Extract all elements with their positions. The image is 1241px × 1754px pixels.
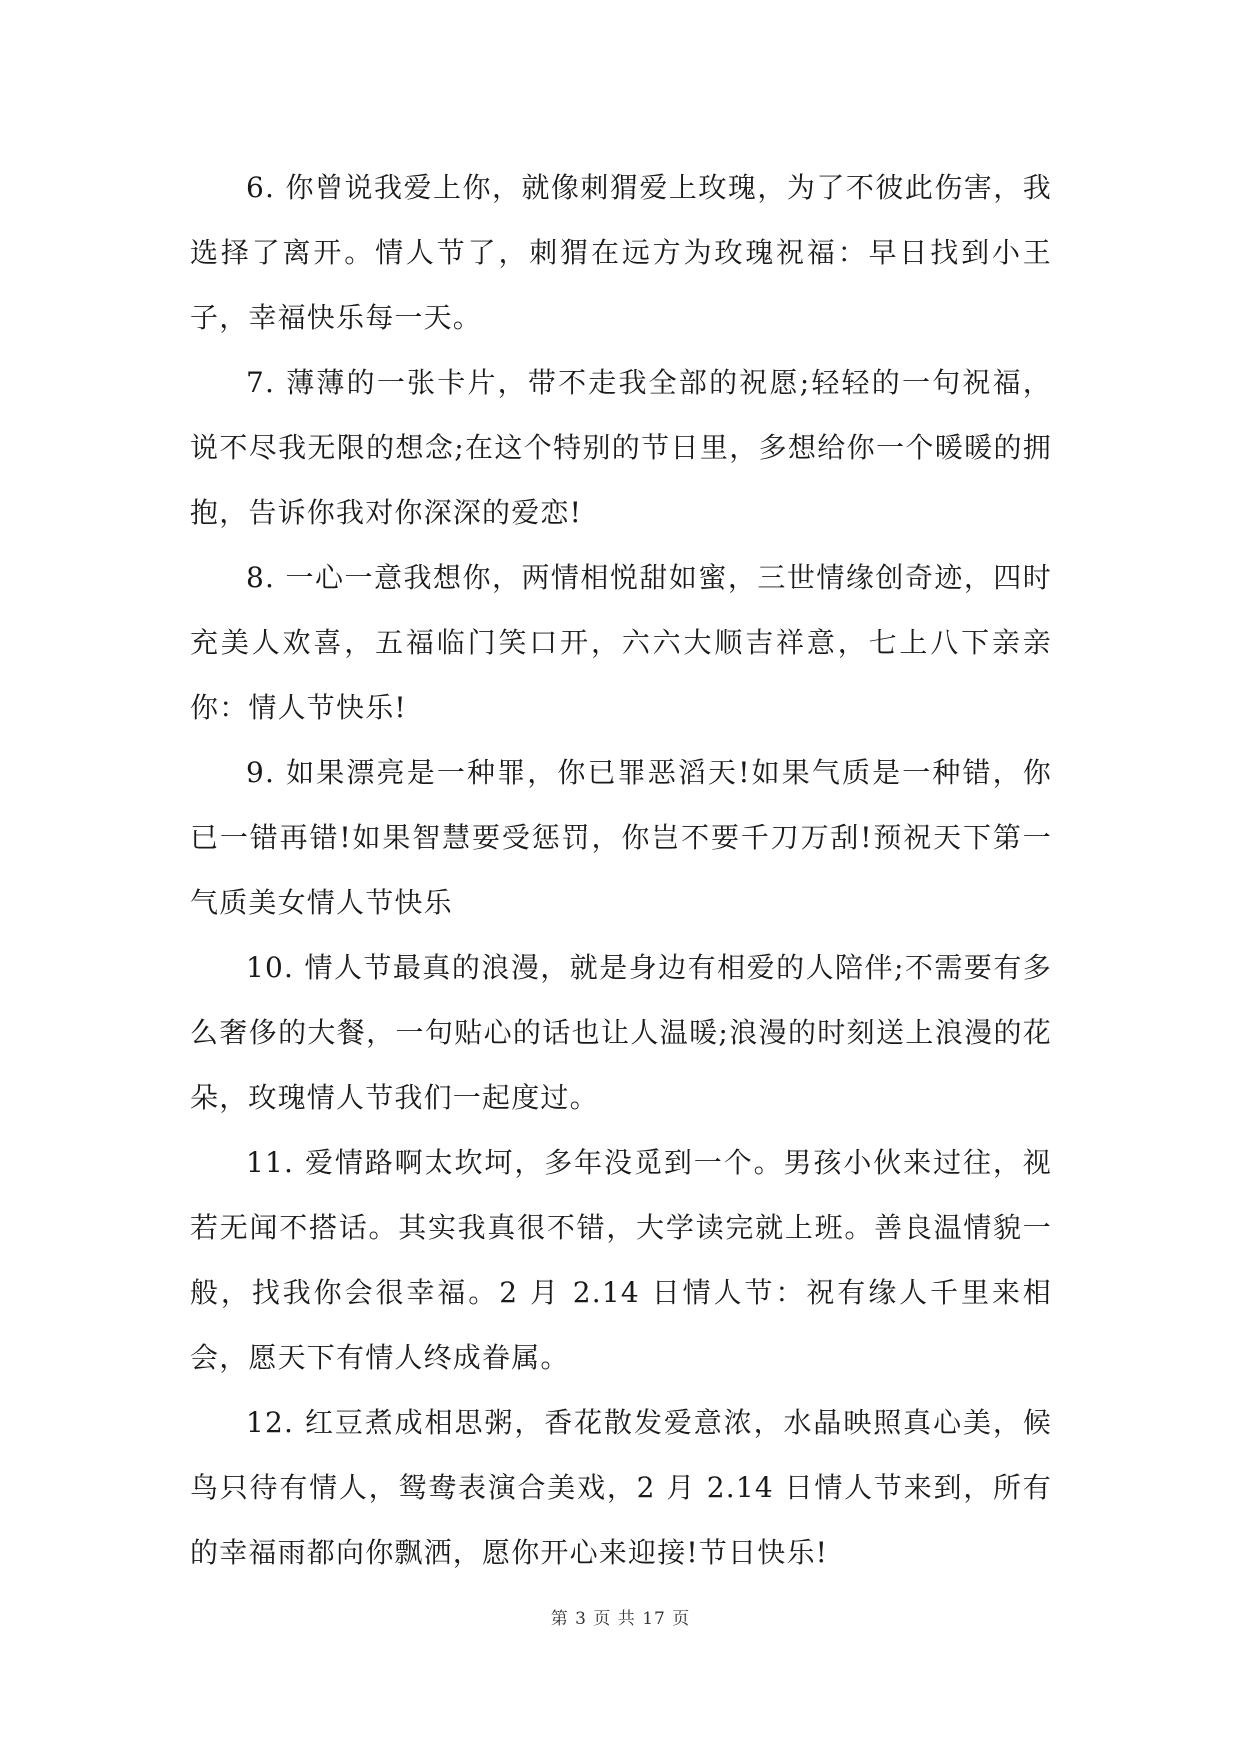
page-number-label: 第 3 页 共 17 页	[550, 1609, 691, 1629]
paragraph-10: 10. 情人节最真的浪漫，就是身边有相爱的人陪伴;不需要有多么奢侈的大餐，一句贴心的话也让人温暖;浪漫的时刻送上浪漫的花朵，玫瑰情人节我们一起度过。	[190, 951, 1052, 1114]
paragraph-8: 8. 一心一意我想你，两情相悦甜如蜜，三世情缘创奇迹，四时充美人欢喜，五福临门笑口开，六六大顺吉祥意，七上八下亲亲你：情人节快乐!	[190, 561, 1052, 724]
page-footer	[0, 1604, 1241, 1629]
paragraph-11: 11. 爱情路啊太坎坷，多年没觅到一个。男孩小伙来过往，视若无闻不搭话。其实我真很不错，大学读完就上班。善良温情貌一般，找我你会很幸福。2 月 2.14 日情人节：祝有缘人千里来相会，愿天下有情人终成眷属。	[190, 1146, 1052, 1374]
paragraph-6: 6. 你曾说我爱上你，就像刺猬爱上玫瑰，为了不彼此伤害，我选择了离开。情人节了，刺猬在远方为玫瑰祝福：早日找到小王子，幸福快乐每一天。	[190, 171, 1052, 334]
paragraph-9: 9. 如果漂亮是一种罪，你已罪恶滔天!如果气质是一种错，你已一错再错!如果智慧要受惩罚，你岂不要千刀万刮!预祝天下第一气质美女情人节快乐	[190, 756, 1052, 919]
paragraph-12: 12. 红豆煮成相思粥，香花散发爱意浓，水晶映照真心美，候鸟只待有情人，鸳鸯表演合美戏，2 月 2.14 日情人节来到，所有的幸福雨都向你飘洒，愿你开心来迎接!节日快乐!	[190, 1406, 1052, 1569]
paragraph-7: 7. 薄薄的一张卡片，带不走我全部的祝愿;轻轻的一句祝福，说不尽我无限的想念;在这个特别的节日里，多想给你一个暖暖的拥抱，告诉你我对你深深的爱恋!	[190, 366, 1052, 529]
document-body	[190, 155, 1052, 1585]
